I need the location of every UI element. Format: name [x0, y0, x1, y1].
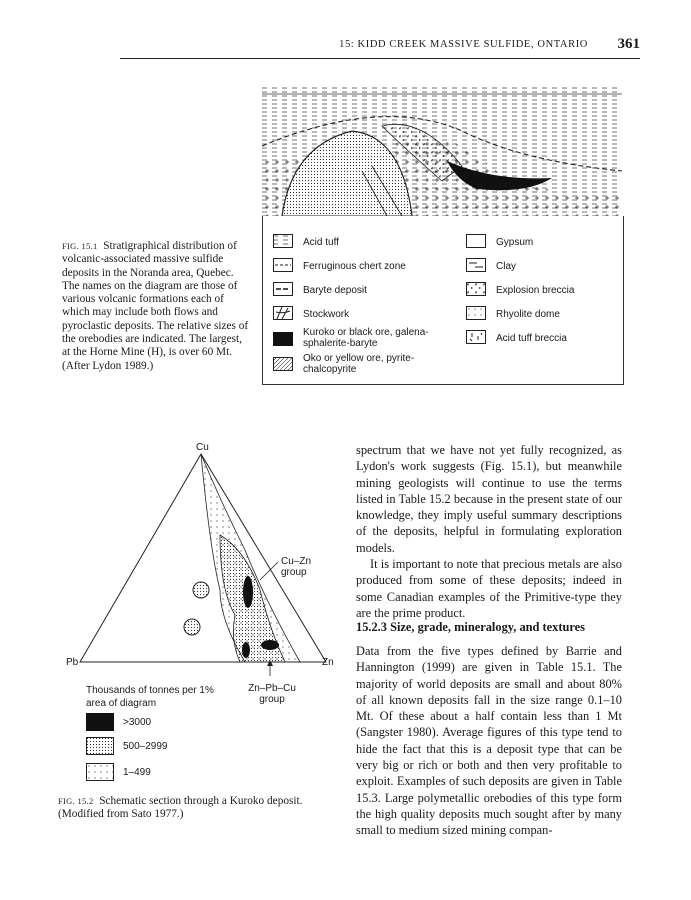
apex-cu-label: Cu — [196, 442, 209, 453]
cluster-circle-1 — [193, 582, 209, 598]
paragraph-3: Data from the five types defined by Barrie and Hannington (1999) are given in Table 15.1. The majority of world deposits are small and about 80% of all known deposits fall in the size range 0.1–10 Mt. Of these about a half contain less than 1 Mt (Sangster 1980). Average figures of this type tend to hide the fact that this is a deposit type that can be very big or rich or both and then very profitable to exploit. Examples of such deposits are given in Table 15.3. Large polymetallic orebodies of this type form the high quality deposits much sought after by many small to medium sized mining compan- — [356, 644, 622, 838]
figure-15-1-diagram — [262, 86, 622, 216]
legend-acid-tuff: Acid tuff — [303, 237, 339, 248]
apex-pb-label: Pb — [66, 657, 79, 668]
figure-15-2-legend-title: Thousands of tonnes per 1% area of diagram — [86, 685, 214, 709]
figure-15-1-caption-text: Stratigraphical distribution of volcanic-associated massive sulfide deposits in the Noranda area, Quebec. The names on the diagram are those of various volcanic formations each of which may include both flows and pyroclastic deposits. The relative sizes of the orebodies are indicated. The largest, at the Horne Mine (H), is over 60 Mt. (After Lydon 1989.) — [62, 240, 249, 372]
acid-tuff-swatch — [273, 234, 293, 248]
figure-15-1-legend — [262, 216, 624, 385]
rhyolite-dome-swatch — [466, 306, 486, 320]
legend-baryte: Baryte deposit — [303, 285, 367, 296]
tonnage-solid-swatch — [86, 713, 114, 731]
high-tonnage-field-1 — [243, 576, 253, 608]
acid-tuff-breccia-swatch — [466, 330, 486, 344]
figure-15-2-caption-text: Schematic section through a Kuroko deposit. (Modified from Sato 1977.) — [58, 795, 303, 821]
stockwork-swatch — [273, 306, 293, 320]
tonnage-legend-low: 1–499 — [123, 767, 151, 778]
figure-15-1-label: FIG. 15.1 — [62, 241, 98, 251]
body-text-lower — [356, 643, 622, 839]
high-tonnage-field-3 — [242, 642, 250, 658]
kuroko-swatch — [273, 332, 293, 346]
paragraph-1: spectrum that we have not yet fully recognized, as Lydon's work suggests (Fig. 15.1), but meanwhile mining geologists will continue to use the terms listed in Table 15.2 because in the present state of our knowledge, they imply useful summary descriptions of the deposits, helpful in formulating exploration models. — [356, 443, 622, 555]
figure-15-1-caption — [62, 240, 252, 373]
page-number: 361 — [617, 36, 640, 52]
running-title: 15: KIDD CREEK MASSIVE SULFIDE, ONTARIO — [339, 39, 588, 50]
section-heading: 15.2.3 Size, grade, mineralogy, and textures — [356, 620, 585, 634]
paragraph-2: It is important to note that precious metals are also produced from some of these deposits; indeed in some Canadian examples of the Primitive-type they are the prime product. — [356, 557, 622, 620]
gypsum-swatch — [466, 234, 486, 248]
legend-ferruginous-chert: Ferruginous chert zone — [303, 261, 406, 272]
oko-swatch — [273, 357, 293, 371]
legend-stockwork: Stockwork — [303, 309, 350, 320]
cu-zn-group-label: Cu–Zn group — [281, 556, 312, 578]
tonnage-dense-swatch — [86, 737, 114, 755]
explosion-breccia-swatch — [466, 282, 486, 296]
legend-oko: Oko or yellow ore, pyrite-chalcopyrite — [303, 353, 415, 375]
tonnage-sparse-swatch — [86, 763, 114, 781]
legend-rhyolite-dome: Rhyolite dome — [496, 309, 560, 320]
figure-15-2-caption — [58, 795, 328, 822]
apex-zn-label: Zn — [322, 657, 334, 668]
legend-gypsum: Gypsum — [496, 237, 534, 248]
legend-clay: Clay — [496, 261, 517, 272]
ferruginous-chert-swatch — [273, 258, 293, 272]
tonnage-legend-high: >3000 — [123, 717, 152, 728]
zn-pb-cu-group-label: Zn–Pb–Cu group — [248, 683, 296, 705]
legend-explosion-breccia: Explosion breccia — [496, 285, 575, 296]
cluster-circle-2 — [184, 619, 200, 635]
legend-acid-tuff-breccia: Acid tuff breccia — [496, 333, 567, 344]
figure-15-2-label: FIG. 15.2 — [58, 796, 94, 806]
running-header — [120, 36, 640, 59]
high-tonnage-field-2 — [261, 640, 279, 650]
baryte-swatch — [273, 282, 293, 296]
tonnage-legend-mid: 500–2999 — [123, 741, 168, 752]
clay-swatch — [466, 258, 486, 272]
body-text-upper — [356, 442, 622, 621]
legend-kuroko: Kuroko or black ore, galena-sphalerite-baryte — [303, 327, 429, 349]
